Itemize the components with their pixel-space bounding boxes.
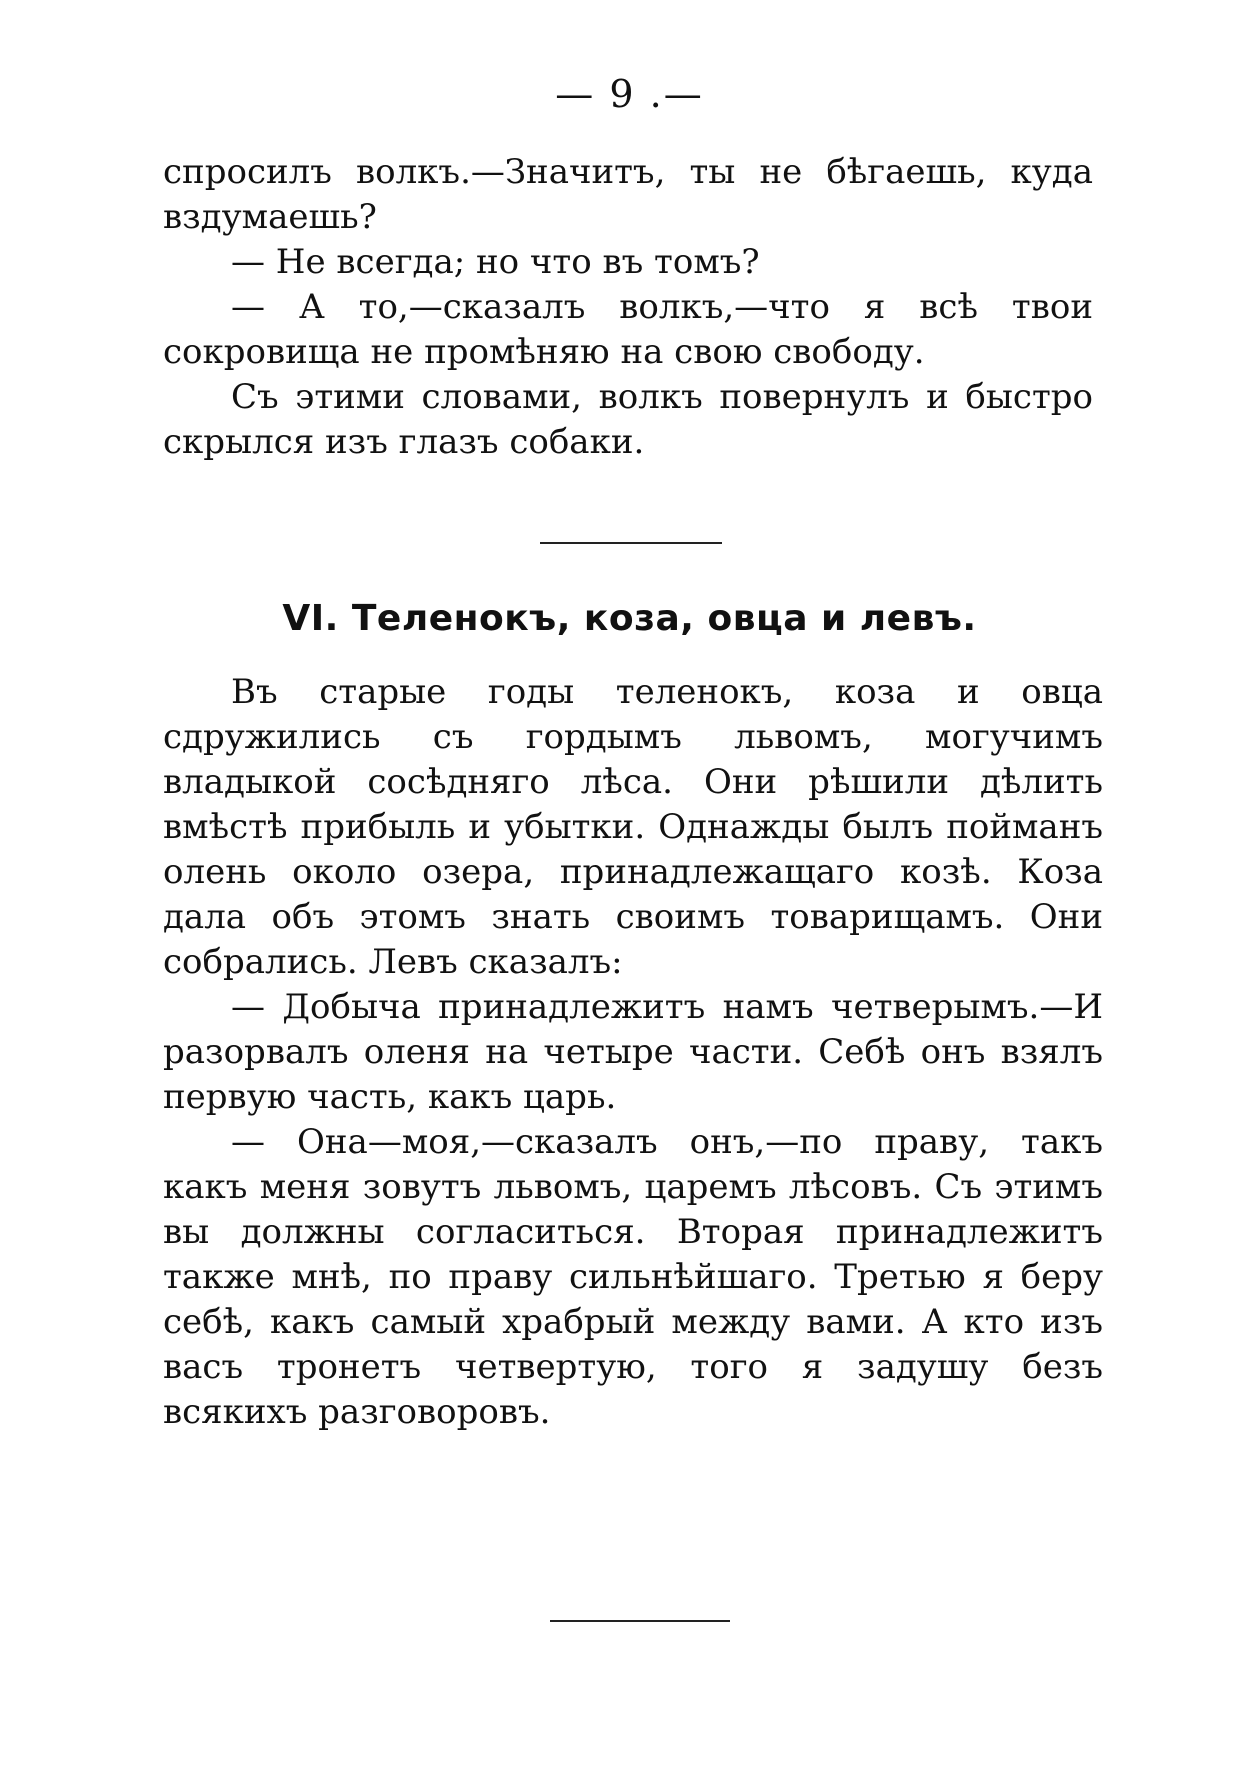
- paragraph: Въ старые годы теленокъ, коза и овца сдружились съ гордымъ львомъ, могучимъ владыкой сосѣдняго лѣса. Они рѣшили дѣлить вмѣстѣ прибыль и убытки. Однажды былъ пойманъ олень около озера, принадлежащаго козѣ. Коза дала объ этомъ знать своимъ товарищамъ. Они собрались. Левъ сказалъ:: [163, 672, 1103, 982]
- section-divider: [550, 1620, 730, 1622]
- page-number: — 9 .—: [555, 72, 704, 116]
- top-text-block: [163, 150, 1093, 465]
- paragraph: — Добыча принадлежитъ намъ четверымъ.—И разорвалъ оленя на четыре части. Себѣ онъ взялъ первую часть, какъ царь.: [163, 987, 1103, 1117]
- paragraph: — А то,—сказалъ волкъ,—что я всѣ твои сокровища не промѣняю на свою свободу.: [163, 287, 1093, 372]
- section-title: VI. Теленокъ, коза, овца и левъ.: [282, 598, 977, 639]
- paragraph: Съ этими словами, волкъ повернулъ и быстро скрылся изъ глазъ собаки.: [163, 377, 1093, 462]
- paragraph: спросилъ волкъ.—Значитъ, ты не бѣгаешь, куда вздумаешь?: [163, 152, 1093, 237]
- section-divider: [540, 542, 722, 544]
- paragraph: — Она—моя,—сказалъ онъ,—по праву, такъ какъ меня зовутъ львомъ, царемъ лѣсовъ. Съ этимъ вы должны согласиться. Вторая принадлежитъ также мнѣ, по праву сильнѣйшаго. Третью я беру себѣ, какъ самый храбрый между вами. А кто изъ васъ тронетъ четвертую, того я задушу безъ всякихъ разговоровъ.: [163, 1122, 1103, 1432]
- section-text-block: [163, 670, 1103, 1435]
- paragraph: — Не всегда; но что въ томъ?: [231, 242, 760, 282]
